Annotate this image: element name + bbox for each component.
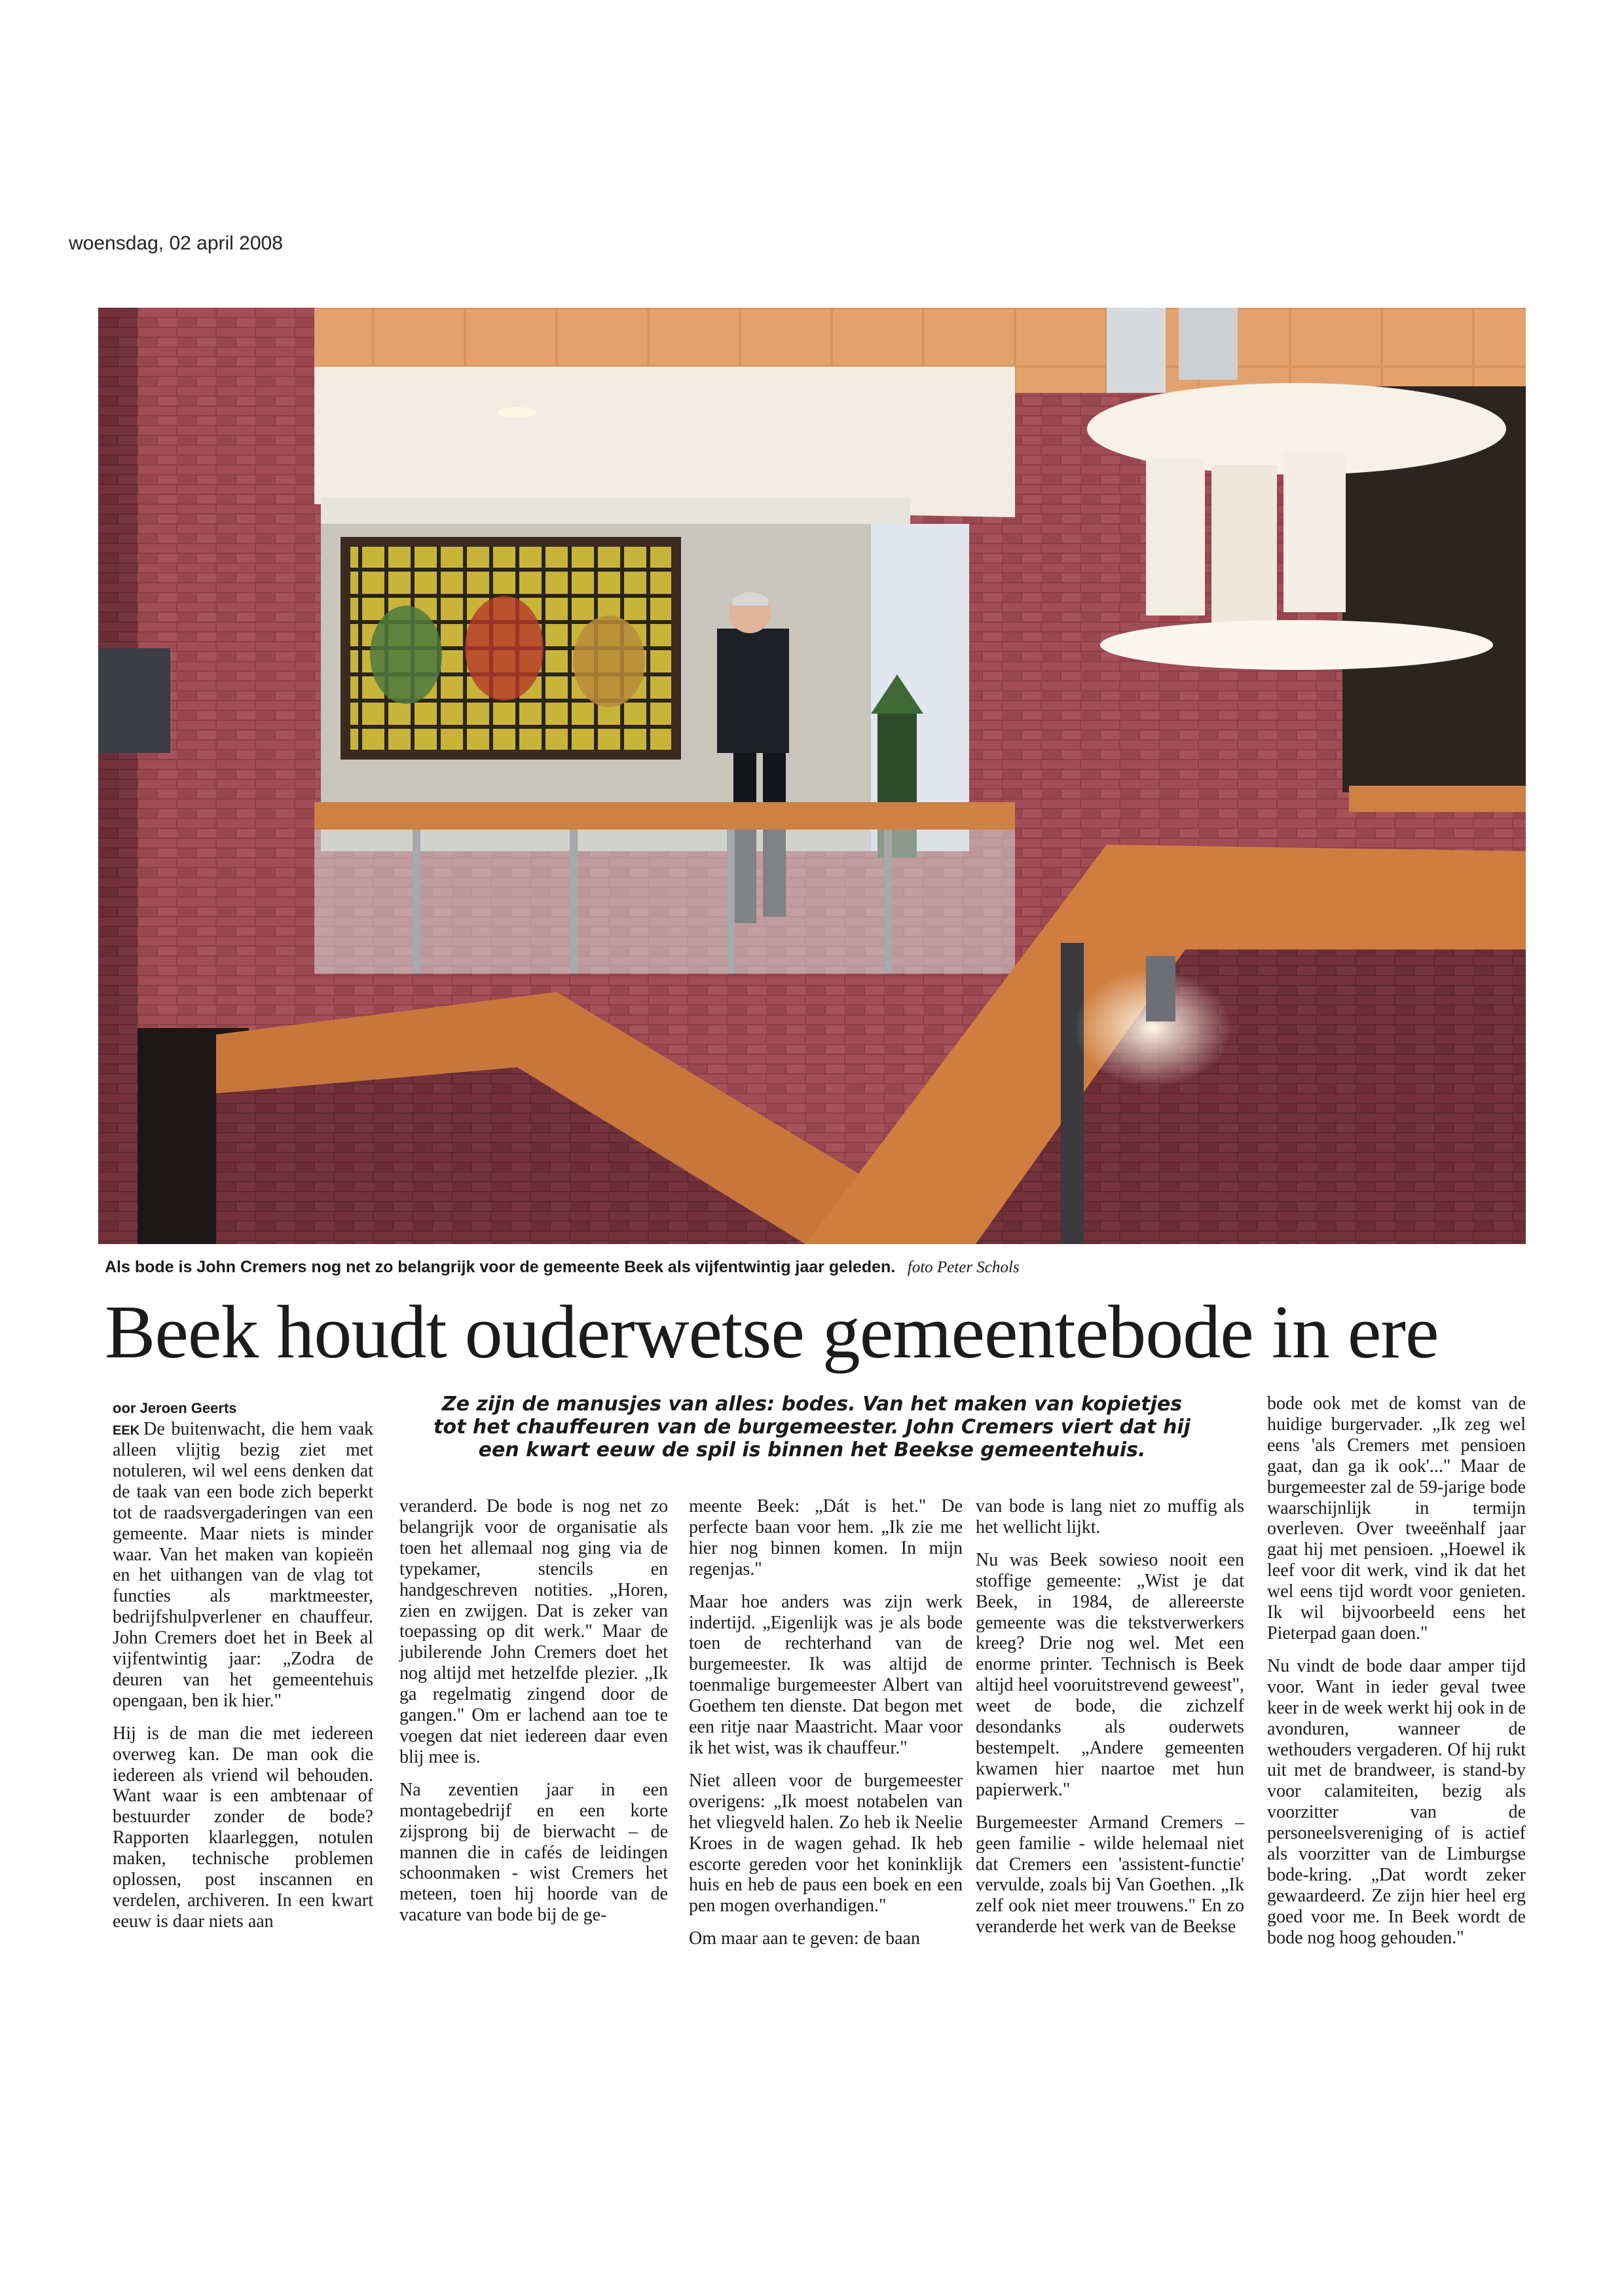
paragraph: Hij is de man die met iedereen overweg kan. De man ook die iedereen als vriend wil behouden. Want waar is een ambtenaar of bestuurder zonder de bode? Rapporten klaarleggen, notulen maken, technische problemen oplossen, post inscannen en verdelen, archiveren. In een kwart eeuw is daar niets aan bbox=[113, 1723, 373, 1932]
dateline: EEK bbox=[113, 1423, 140, 1439]
caption-text: Als bode is John Cremers nog net zo belangrijk voor de gemeente Beek als vijfentwintig jaar geleden. bbox=[105, 1258, 896, 1276]
paragraph: Om maar aan te geven: de baan bbox=[689, 1928, 920, 1949]
paragraph: Burgemeester Armand Cremers – geen familie - wilde helemaal niet dat Cremers een 'assistent-functie' vervulde, zoals bij Van Goethen. „Ik zelf ook niet meer trouwens." En zo veranderde het werk van de Beekse bbox=[976, 1812, 1244, 1937]
photo-caption bbox=[105, 1257, 1526, 1277]
town-hall-interior-photo bbox=[98, 308, 1526, 1244]
paragraph: Na zeventien jaar in een montagebedrijf en een korte zijsprong bij de bierwacht – de mannen die in cafés de leidingen schoonmaken - wist Cremers het meteen, toen hij hoorde van de vacature van bode bij de ge- bbox=[399, 1779, 668, 1926]
article-column-5 bbox=[1267, 1393, 1526, 1960]
paragraph: Maar hoe anders was zijn werk indertijd. „Eigenlijk was je als bode toen de rechterhand van de burgemeester. Ik was altijd de toenmalige burgemeester Albert van Goethem ten dienste. Dat begon met een ritje naar Maastricht. Maar voor ik het wist, was ik chauffeur." bbox=[689, 1591, 963, 1758]
paragraph bbox=[113, 1419, 373, 1712]
photo-credit: foto Peter Schols bbox=[907, 1258, 1020, 1276]
article-column-1 bbox=[113, 1400, 373, 1944]
paragraph: Niet alleen voor de burgemeester overigens: „Ik moest notabelen van het vliegveld halen. Zo heb ik Neelie Kroes in de wagen gehad. Ik heb escorte gereden voor het koninklijk huis en heb de paus een boek en een pen mogen overhandigen." bbox=[689, 1770, 963, 1917]
article-column-3 bbox=[689, 1496, 963, 1961]
paragraph: van bode is lang niet zo muffig als het wellicht lijkt. bbox=[976, 1496, 1244, 1537]
article-column-4 bbox=[976, 1496, 1244, 1949]
paragraph-text: De buitenwacht, die hem vaak alleen vlijtig bezig ziet met notuleren, wil wel eens denken dat de taak van een bode zich beperkt tot de raadsvergaderingen van een gemeente. Maar niets is minder waar. Van het maken van kopieën en het uithangen van de vlag tot functies als marktmeester, bedrijfshulpverlener en chauffeur. John Cremers doet het in Beek al vijfentwintig jaar: „Zodra de deuren van het gemeentehuis opengaan, ben ik hier." bbox=[113, 1419, 373, 1711]
article-intro: Ze zijn de manusjes van alles: bodes. Van het maken van kopietjes tot het chauffeuren van de burgemeester. John Cremers viert dat hij een kwart eeuw de spil is binnen het Beekse gemeentehuis. bbox=[434, 1393, 1190, 1461]
headline: Beek houdt ouderwetse gemeentebode in ere bbox=[105, 1291, 1439, 1374]
paragraph: bode ook met de komst van de huidige burgervader. „Ik zeg wel eens 'als Cremers met pensioen gaat, dan ga ik ook'..." Maar de burgemeester zal de 59-jarige bode waarschijnlijk in termijn overleven. Over tweeënhalf jaar gaat hij met pensioen. „Hoewel ik leef voor dit werk, vind ik dat het wel eens tijd wordt voor genieten. Ik wil bijvoorbeeld eens het Pieterpad gaan doen." bbox=[1267, 1393, 1526, 1643]
paragraph: meente Beek: „Dát is het." De perfecte baan voor hem. „Ik zie me hier nog binnen komen. In mijn regenjas." bbox=[689, 1496, 963, 1579]
paragraph: Nu was Beek sowieso nooit een stoffige gemeente: „Wist je dat Beek, in 1984, de allereerste gemeente was die tekstverwerkers kreeg? Drie nog wel. Met een enorme printer. Technisch is Beek altijd heel vooruitstrevend geweest", weet de bode, die zichzelf desondanks als ouderwets bestempelt. „Andere gemeenten kwamen hier naartoe met hun papierwerk." bbox=[976, 1549, 1244, 1800]
byline: oor Jeroen Geerts bbox=[113, 1400, 237, 1416]
publication-date: woensdag, 02 april 2008 bbox=[69, 232, 283, 254]
article-column-2 bbox=[399, 1496, 668, 1937]
paragraph: veranderd. De bode is nog net zo belangrijk voor de organisatie als toen het allemaal nog ging via de typekamer, stencils en handgeschreven notities. „Horen, zien en zwijgen. Dat is zeker van toepassing op dit werk." Maar de jubilerende John Cremers doet het nog altijd met hetzelfde plezier. „Ik ga regelmatig zingend door de gangen." Om er lachend aan toe te voegen dat niet iedereen daar even blij mee is. bbox=[399, 1496, 668, 1767]
news-photo bbox=[98, 308, 1526, 1244]
paragraph: Nu vindt de bode daar amper tijd voor. Want in ieder geval twee keer in de week werkt hij ook in de avonduren, wanneer de wethouders vergaderen. Of hij rukt uit met de brandweer, is stand-by voor calamiteiten, bezig als voorzitter van de personeelsvereniging of is actief als voorzitter van de Limburgse bode-kring. „Dat wordt zeker gewaardeerd. Ze zijn hier heel erg goed voor me. In Beek wordt de bode nog hoog gehouden." bbox=[1267, 1655, 1526, 1948]
